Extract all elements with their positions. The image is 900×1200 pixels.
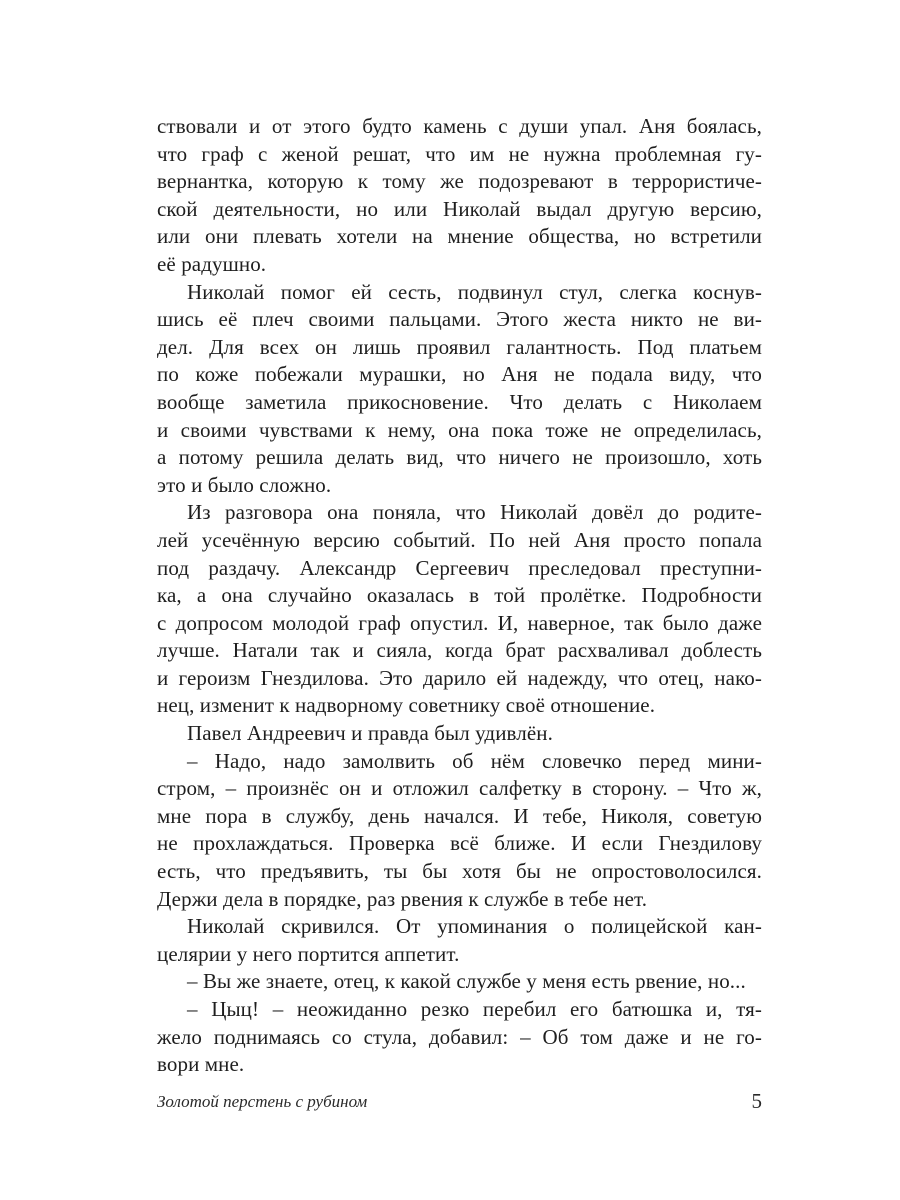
text-line: вообще заметила прикосновение. Что делать с Николаем [157, 389, 762, 414]
text-line: – Надо, надо замолвить об нём словечко перед мини- [187, 748, 762, 773]
paragraph [157, 996, 762, 1079]
text-line: вори мне. [157, 1052, 245, 1077]
text-line: лей усечённую версию событий. По ней Аня просто попала [157, 527, 762, 552]
body-text [157, 113, 762, 1079]
text-line: Николай помог ей сесть, подвинул стул, слегка коснув- [187, 279, 762, 304]
text-line: под раздачу. Александр Сергеевич преследовал преступни- [157, 555, 762, 580]
text-line: – Вы же знаете, отец, к какой службе у меня есть рвение, но... [187, 969, 746, 994]
paragraph [157, 720, 762, 748]
text-line: по коже побежали мурашки, но Аня не подала виду, что [157, 362, 762, 387]
text-line: Павел Андреевич и правда был удивлён. [187, 721, 553, 746]
text-line: Из разговора она поняла, что Николай довёл до родите- [187, 500, 762, 525]
paragraph [157, 113, 762, 279]
text-line: целярии у него портится аппетит. [157, 941, 460, 966]
text-line: с допросом молодой граф опустил. И, наверное, так было даже [157, 610, 762, 635]
paragraph [157, 913, 762, 968]
text-line: или они плевать хотели на мнение общества, но встретили [157, 224, 762, 249]
text-line: жело поднимаясь со стула, добавил: – Об том даже и не го- [157, 1024, 762, 1049]
text-line: шись её плеч своими пальцами. Этого жеста никто не ви- [157, 307, 762, 332]
paragraph [157, 968, 762, 996]
text-line: ка, а она случайно оказалась в той пролётке. Подробности [157, 583, 762, 608]
text-line: и своими чувствами к нему, она пока тоже не определилась, [157, 417, 762, 442]
text-line: что граф с женой решат, что им не нужна проблемная гу- [157, 141, 762, 166]
text-line: нец, изменит к надворному советнику своё отношение. [157, 693, 656, 718]
text-line: и героизм Гнездилова. Это дарило ей надежду, что отец, нако- [157, 665, 762, 690]
text-line: ской деятельности, но или Николай выдал другую версию, [157, 196, 762, 221]
text-line: – Цыц! – неожиданно резко перебил его батюшка и, тя- [187, 997, 762, 1021]
text-line: стром, – произнёс он и отложил салфетку в сторону. – Что ж, [157, 776, 762, 801]
paragraph [157, 279, 762, 500]
text-line: это и было сложно. [157, 472, 332, 497]
paragraph [157, 499, 762, 720]
text-line: Держи дела в порядке, раз рвения к службе в тебе нет. [157, 886, 648, 911]
text-line: а потому решила делать вид, что ничего не произошло, хоть [157, 445, 762, 470]
text-line: вернантка, которую к тому же подозревают в террористиче- [157, 169, 762, 194]
text-line: мне пора в службу, день начался. И тебе, Николя, советую [157, 803, 762, 828]
text-line: ствовали и от этого будто камень с души упал. Аня боялась, [157, 114, 762, 138]
text-line: не прохлаждаться. Проверка всё ближе. И если Гнездилову [157, 831, 762, 856]
paragraph [157, 748, 762, 914]
page-number: 5 [751, 1089, 762, 1113]
text-line: лучше. Натали так и сияла, когда брат расхваливал доблесть [157, 638, 762, 663]
text-line: Николай скривился. От упоминания о полицейской кан- [187, 914, 762, 939]
text-line: дел. Для всех он лишь проявил галантность. Под платьем [157, 334, 762, 359]
text-line: её радушно. [157, 251, 267, 276]
text-line: есть, что предъявить, ты бы хотя бы не опростоволосился. [157, 859, 762, 884]
running-footer-title: Золотой перстень с рубином [157, 1092, 368, 1111]
